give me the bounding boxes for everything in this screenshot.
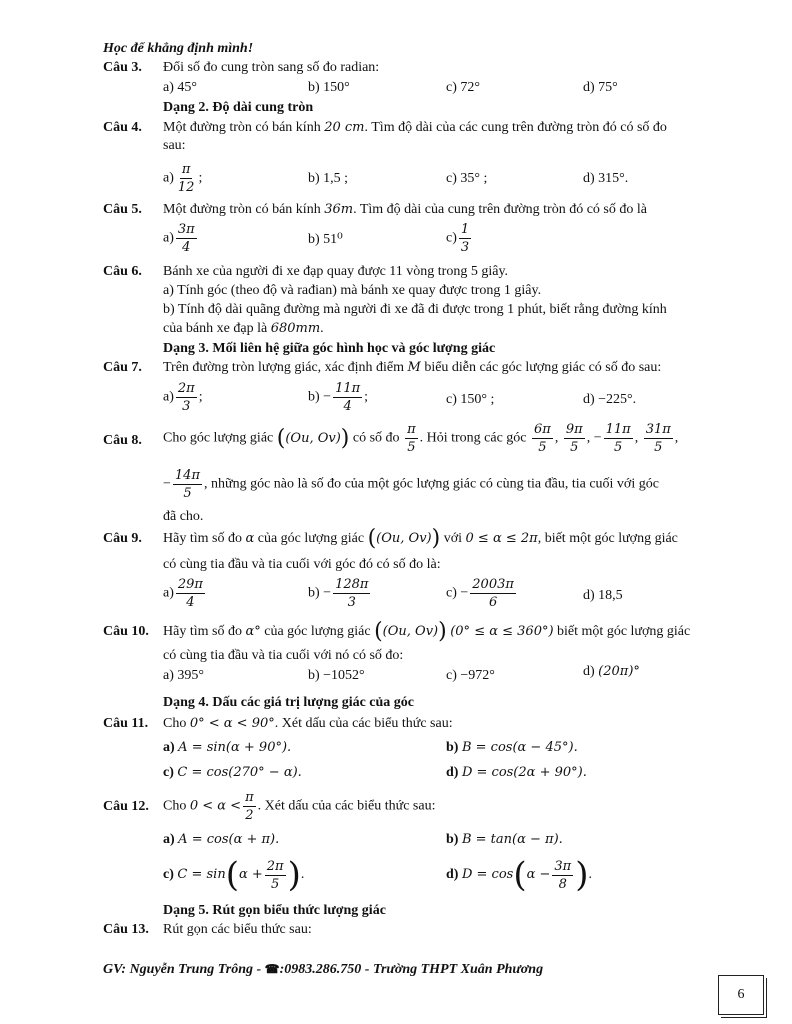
q12-text: Cho 0 < α < $\frac{\pi}{2}$ . Xét dấu của các biểu thức sau: <box>163 790 436 823</box>
q4-option-b: b) 1,5 ; <box>308 171 349 186</box>
q8-text-end: đã cho. <box>163 509 204 524</box>
q6-part-b-cont: của bánh xe đạp là 680mm. <box>163 321 324 336</box>
q8-text: Cho góc lượng giác ((Ou, Ov)) có số đo $\frac{\pi}{5}$ . Hỏi trong các góc $\frac{6\pi}{5}$ , $\frac{9\pi}{5}$ , − $\frac{11\pi}{5}$ , $\frac{31\pi}{5}$ , <box>163 422 679 455</box>
phone-icon: ☎ <box>264 962 280 976</box>
q11-text: Cho 0° < α < 90°. Xét dấu của các biểu thức sau: <box>163 716 453 731</box>
q10-text: Hãy tìm số đo α° của góc lượng giác ((Ou, Ov)) (0° ≤ α ≤ 360°) biết một góc lượng giác <box>163 619 691 644</box>
q3-option-a: a) 45° <box>163 80 197 95</box>
q11-option-b: b) B = cos(α − 45°). <box>446 740 578 755</box>
q6-part-b: b) Tính độ dài quãng đường mà người đi xe đã đi được trong 1 phút, biết rằng đường kính <box>163 302 667 317</box>
q9-text-cont: có cùng tia đầu và tia cuối với góc đó có số đo là: <box>163 557 441 572</box>
q10-text-cont: có cùng tia đầu và tia cuối với nó có số đo: <box>163 648 404 663</box>
q3-label: Câu 3. <box>103 60 142 75</box>
q6-text: Bánh xe của người đi xe đạp quay được 11 vòng trong 5 giây. <box>163 264 509 279</box>
q11-label: Câu 11. <box>103 716 149 731</box>
section-dang-3: Dạng 3. Mối liên hệ giữa góc hình học và góc lượng giác <box>163 341 496 356</box>
q9-option-d: d) 18,5 <box>583 588 623 603</box>
q5-option-a: a) $\frac{3\pi}{4}$ <box>163 222 195 255</box>
q6-label: Câu 6. <box>103 264 142 279</box>
q9-option-a: a) $\frac{29\pi}{4}$ <box>163 577 203 610</box>
q10-option-c: c) −972° <box>446 668 495 683</box>
q10-option-d: d) (20π)° <box>583 664 640 679</box>
q12-option-b: b) B = tan(α − π). <box>446 832 563 847</box>
section-dang-4: Dạng 4. Dấu các giá trị lượng giác của góc <box>163 695 415 710</box>
q5-option-c: c) $\frac{1}{3}$ <box>446 222 470 255</box>
q9-label: Câu 9. <box>103 531 142 546</box>
q9-option-c: c) − $\frac{2003\pi}{6}$ <box>446 577 514 610</box>
q12-option-d: d) D = cos(α − $\frac{3\pi}{8}$ ). <box>446 855 592 895</box>
q8-text-cont: − $\frac{14\pi}{5}$ , những góc nào là số đo của một góc lượng giác có cùng tia đầu, tia cuối với góc <box>163 468 659 501</box>
q12-option-a: a) A = cos(α + π). <box>163 832 280 847</box>
q3-option-c: c) 72° <box>446 80 480 95</box>
q4-option-d: d) 315°. <box>583 171 629 186</box>
q11-option-d: d) D = cos(2α + 90°). <box>446 765 587 780</box>
q3-option-b: b) 150° <box>308 80 350 95</box>
section-dang-2: Dạng 2. Độ dài cung tròn <box>163 100 314 115</box>
q4-text: Một đường tròn có bán kính 20 cm. Tìm độ dài của các cung trên đường tròn đó có số đo <box>163 120 667 135</box>
q5-label: Câu 5. <box>103 202 142 217</box>
q12-option-c: c) C = sin(α + $\frac{2\pi}{5}$ ). <box>163 855 305 895</box>
q4-option-a: a) $\frac{\pi}{12}$ ; <box>163 162 203 195</box>
footer: GV: Nguyễn Trung Trông - ☎:0983.286.750 - Trường THPT Xuân Phương <box>103 962 544 977</box>
q12-label: Câu 12. <box>103 799 149 814</box>
q4-option-c: c) 35° ; <box>446 171 488 186</box>
q6-part-a: a) Tính góc (theo độ và rađian) mà bánh xe quay được trong 1 giây. <box>163 283 542 298</box>
q11-option-a: a) A = sin(α + 90°). <box>163 740 292 755</box>
q7-text: Trên đường tròn lượng giác, xác định điểm M biểu diễn các góc lượng giác có số đo sau: <box>163 360 662 375</box>
q10-option-a: a) 395° <box>163 668 204 683</box>
q7-option-c: c) 150° ; <box>446 392 495 407</box>
q3-text: Đổi số đo cung tròn sang số đo radian: <box>163 60 380 75</box>
section-dang-5: Dạng 5. Rút gọn biểu thức lượng giác <box>163 903 386 918</box>
q5-text: Một đường tròn có bán kính 36m. Tìm độ dài của cung trên đường tròn đó có số đo là <box>163 202 647 217</box>
page-number: 6 <box>718 975 764 1015</box>
q10-label: Câu 10. <box>103 624 149 639</box>
header-slogan: Học để khẳng định mình! <box>103 41 254 56</box>
q5-option-b: b) 51⁰ <box>308 232 343 247</box>
q7-option-b: b) − $\frac{11\pi}{4}$ ; <box>308 381 369 414</box>
q4-label: Câu 4. <box>103 120 142 135</box>
q10-option-b: b) −1052° <box>308 668 365 683</box>
q8-label: Câu 8. <box>103 433 142 448</box>
q13-label: Câu 13. <box>103 922 149 937</box>
q7-option-d: d) −225°. <box>583 392 637 407</box>
q7-option-a: a) $\frac{2\pi}{3}$ ; <box>163 381 203 414</box>
q3-option-d: d) 75° <box>583 80 618 95</box>
q9-text: Hãy tìm số đo α của góc lượng giác ((Ou, Ov)) với 0 ≤ α ≤ 2π, biết một góc lượng giác <box>163 526 678 551</box>
q11-option-c: c) C = cos(270° − α). <box>163 765 302 780</box>
q7-label: Câu 7. <box>103 360 142 375</box>
q4-text-cont: sau: <box>163 138 186 153</box>
q13-text: Rút gọn các biểu thức sau: <box>163 922 312 937</box>
q9-option-b: b) − $\frac{128\pi}{3}$ <box>308 577 369 610</box>
